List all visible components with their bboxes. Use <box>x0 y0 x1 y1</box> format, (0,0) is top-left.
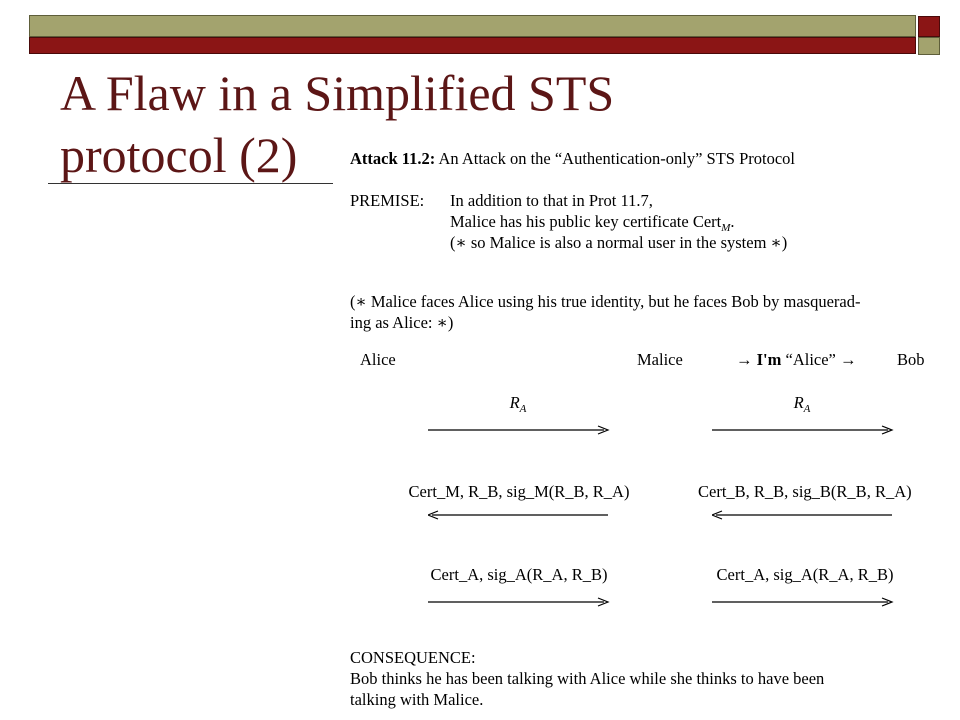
premise-line-2-sub: M <box>721 222 731 234</box>
slide-title-line-1: A Flaw in a Simplified STS <box>60 65 615 121</box>
message-1-right <box>712 392 892 413</box>
premise-line-1: In addition to that in Prot 11.7, <box>450 191 653 210</box>
arrow-1-left <box>428 424 610 436</box>
message-2-left: Cert_M, R_B, sig_M(R_B, R_A) <box>408 482 630 501</box>
message-1-right-sub: A <box>803 403 811 415</box>
comment-line-1: (∗ Malice faces Alice using his true identity, but he faces Bob by masquerad- <box>350 292 861 311</box>
title-underline <box>48 183 333 184</box>
masquerade-arrow-2: → <box>840 350 857 369</box>
premise-line-3: (∗ so Malice is also a normal user in the system ∗) <box>450 233 788 252</box>
premise-line-2 <box>450 211 735 232</box>
masquerade-arrow-1: → <box>736 350 753 369</box>
attack-heading-text: An Attack on the “Authentication-only” STS Protocol <box>438 149 795 168</box>
comment-line-2: ing as Alice: ∗) <box>350 313 454 332</box>
party-alice: Alice <box>360 350 396 369</box>
premise-line-2-prefix: Malice has his public key certificate Cert <box>450 212 722 231</box>
attack-heading-label: Attack 11.2: <box>350 149 436 168</box>
arrow-2-right <box>712 509 894 521</box>
arrow-3-left <box>428 596 610 608</box>
masquerade-im: I'm <box>756 350 782 369</box>
arrow-3-right <box>712 596 894 608</box>
masquerade-label <box>736 349 857 370</box>
message-1-right-base: R <box>793 393 804 412</box>
message-1-left <box>428 392 608 413</box>
consequence-line-2: talking with Malice. <box>350 690 484 709</box>
premise-line-2-suffix: . <box>730 212 735 231</box>
message-1-left-sub: A <box>519 403 527 415</box>
premise-label: PREMISE: <box>350 191 425 210</box>
party-malice: Malice <box>637 350 683 369</box>
message-3-left: Cert_A, sig_A(R_A, R_B) <box>430 565 608 584</box>
attack-document <box>350 0 940 720</box>
message-3-right: Cert_A, sig_A(R_A, R_B) <box>716 565 894 584</box>
consequence-line-1: Bob thinks he has been talking with Alice while she thinks to have been <box>350 669 825 688</box>
arrow-1-right <box>712 424 894 436</box>
arrow-2-left <box>428 509 610 521</box>
attack-heading <box>350 148 795 169</box>
message-1-left-base: R <box>509 393 520 412</box>
slide-title-line-2: protocol (2) <box>60 127 298 183</box>
masquerade-quote: “Alice” <box>785 350 836 369</box>
consequence-label: CONSEQUENCE: <box>350 648 476 667</box>
party-bob: Bob <box>897 350 925 369</box>
message-2-right: Cert_B, R_B, sig_B(R_B, R_A) <box>698 482 912 501</box>
